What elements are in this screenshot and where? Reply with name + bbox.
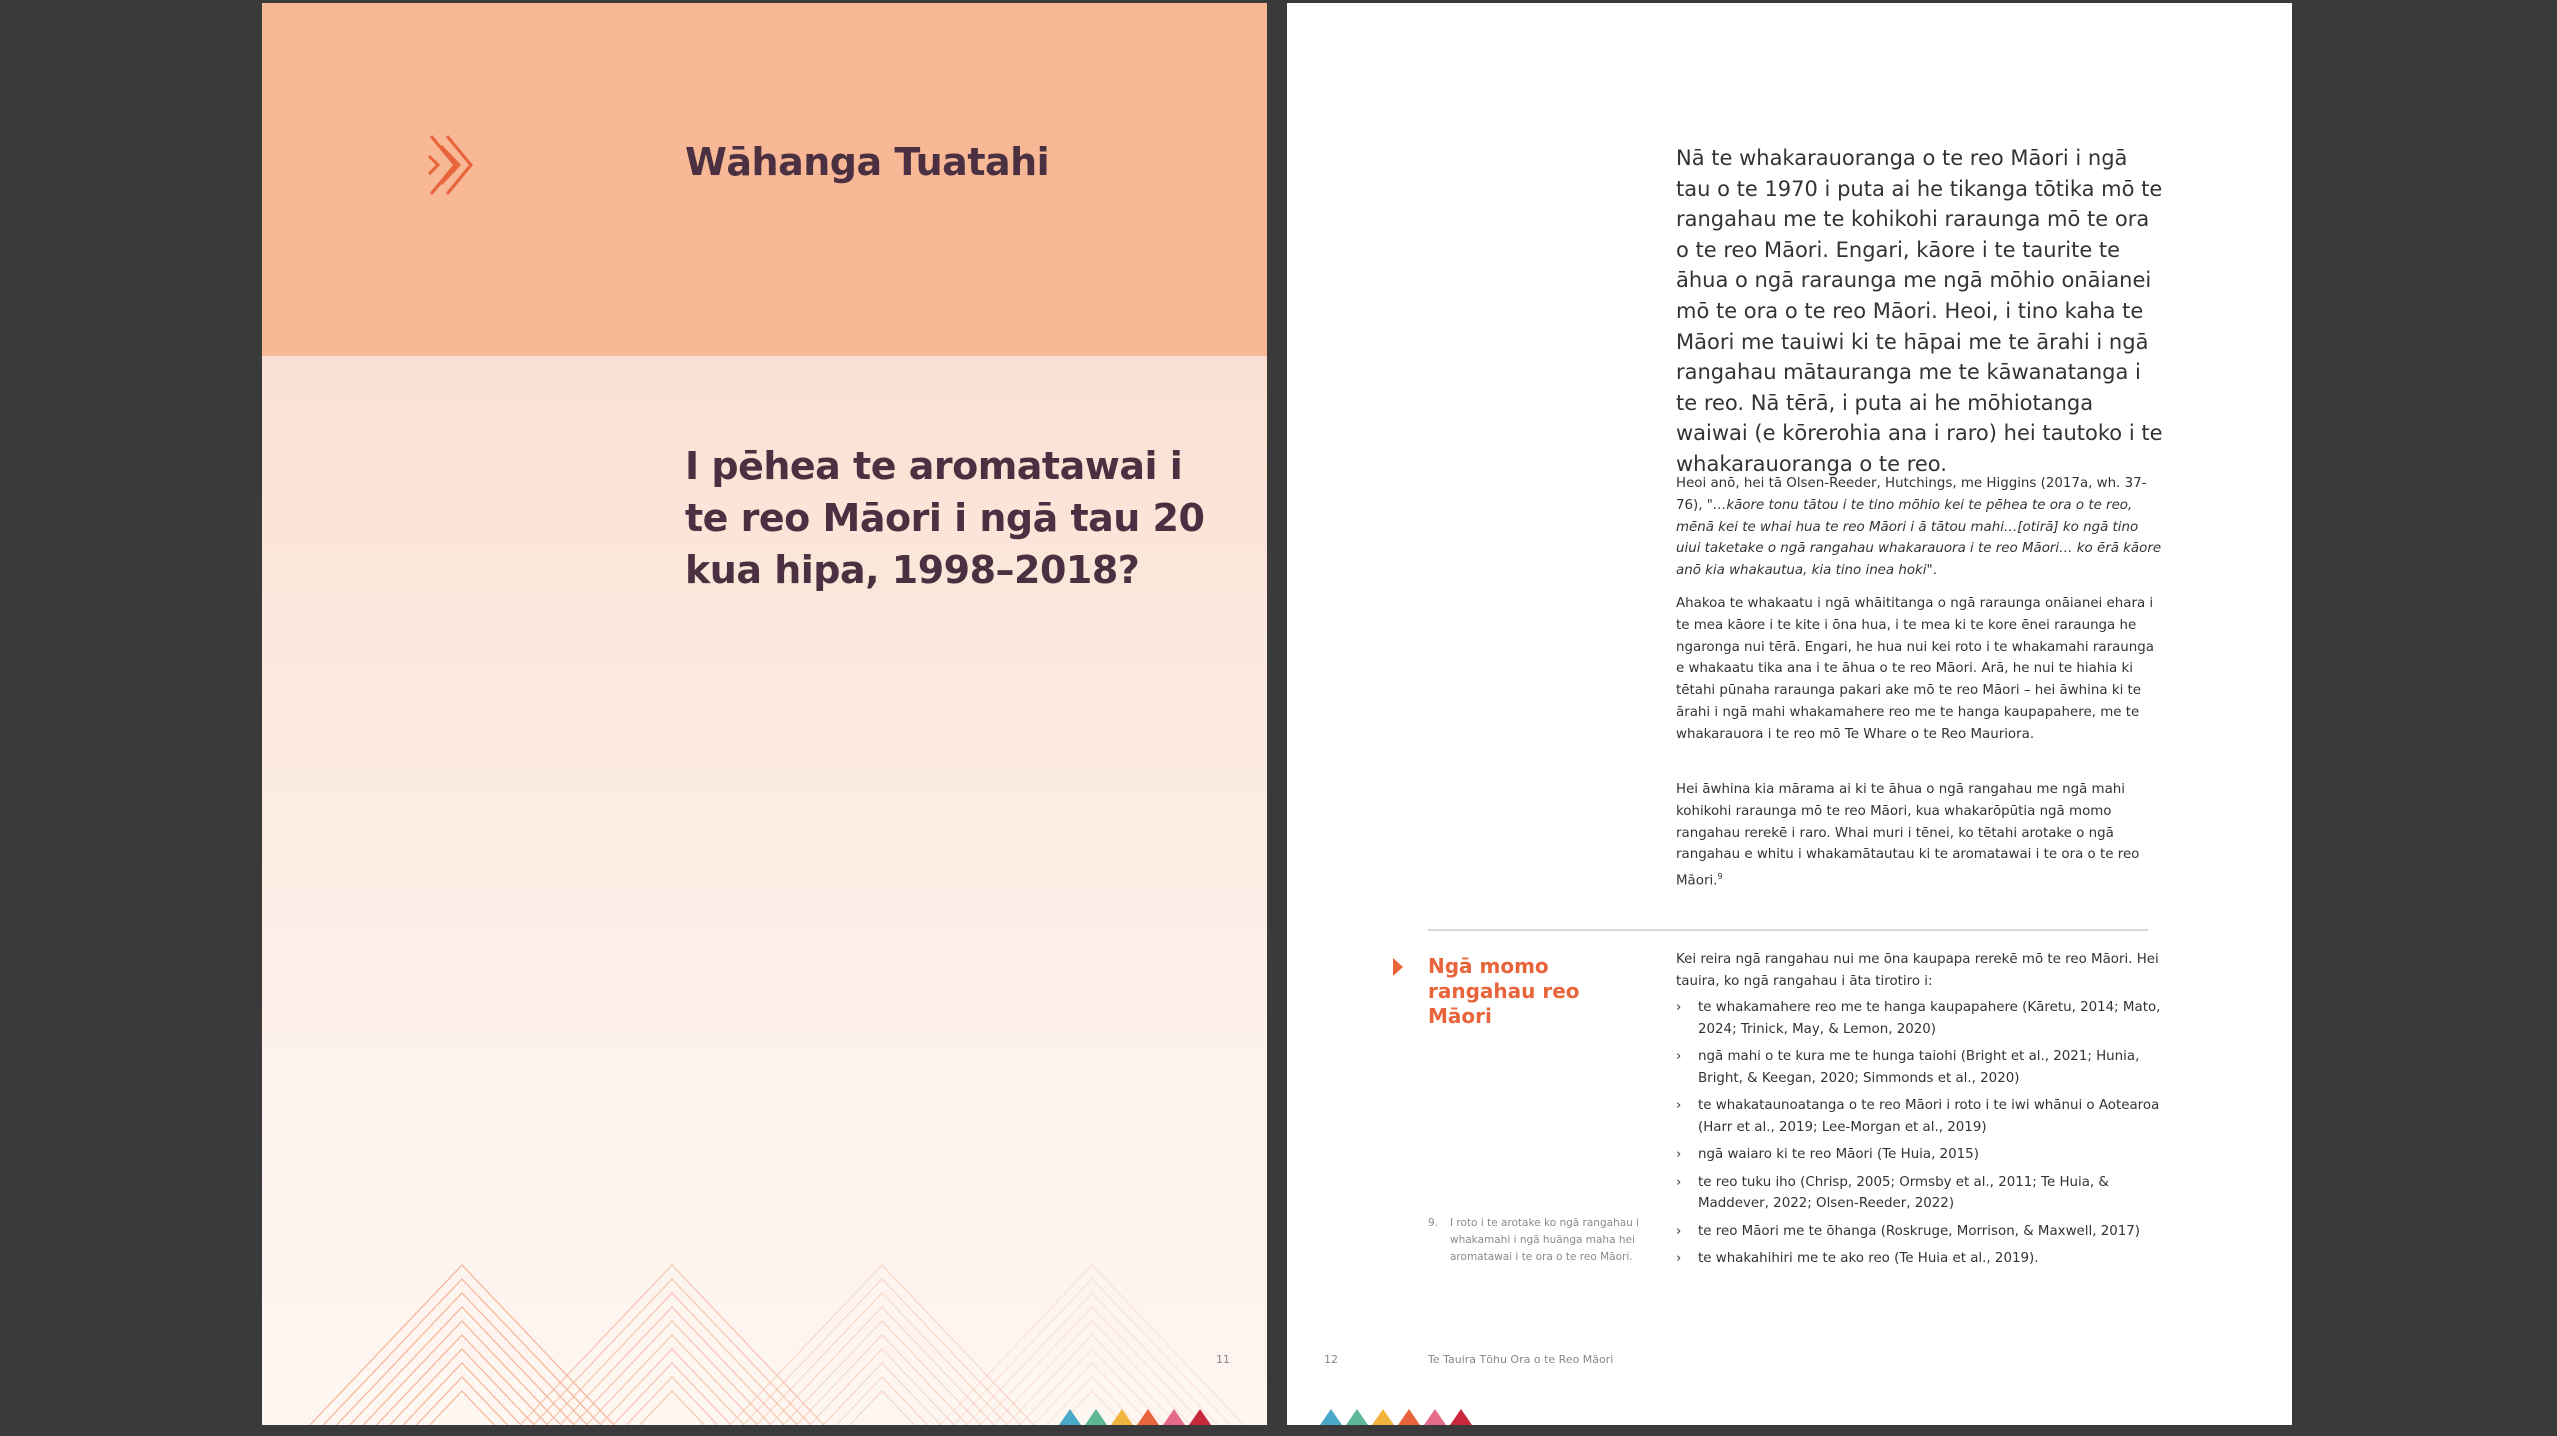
chevron-right-icon: › [1676,1049,1682,1065]
mountain-line [953,1279,1230,1425]
section-divider [1428,929,2148,931]
triangle-mark [1189,1409,1211,1425]
list-intro: Kei reira ngā rangahau nui me ōna kaupapa rerekē mō te reo Māori. Hei tauira, ko ngā rangahau i āta tirotiro i: [1676,952,2159,989]
mountain-line [626,1377,717,1425]
mountain-line [836,1377,927,1425]
mountain-line [430,1391,495,1425]
triangle-mark [1372,1409,1394,1425]
triangle-mark [1111,1409,1133,1425]
triangle-mark [1320,1409,1342,1425]
chevron-right-icon: › [1676,1174,1682,1190]
triple-chevron-icon [425,130,477,200]
list-item-text: ngā waiaro ki te reo Māori (Te Huia, 2015) [1698,1147,1979,1163]
list-item [1676,1046,2176,1090]
triangle-mark [1059,1409,1081,1425]
mountain-line [337,1293,588,1425]
caret-right-icon [1393,958,1403,976]
footnote-ref[interactable]: 9 [1717,872,1723,882]
triangle-mark [1398,1409,1420,1425]
mountain-line [850,1391,915,1425]
mountain-line [967,1293,1218,1425]
triangle-mark [1163,1409,1185,1425]
mountain-line [363,1321,561,1425]
triangle-mark [1137,1409,1159,1425]
mountain-pattern [262,1245,1267,1425]
chevron-right-icon: › [1676,1000,1682,1015]
mountain-line [940,1265,1244,1425]
mountain-line [403,1363,521,1425]
mountain-line [783,1321,981,1425]
triangle-mark [1424,1409,1446,1425]
list-item-text: te whakamahere reo me te hanga kaupapahere (Kāretu, 2014; Mato, 2024; Trinick, May, & Lemon, 2020) [1698,1000,2161,1037]
left-page [262,3,1267,1425]
list-item [1676,997,2176,1041]
right-page [1287,3,2292,1425]
quote-lead: Heoi anō, hei tā Olsen-Reeder, Hutchings, me Higgins (2017a, wh. 37-76), " [1676,476,2147,513]
mountain-line [323,1279,600,1425]
chevron-right-icon: › [1676,1147,1682,1163]
page-number: 11 [1216,1353,1230,1366]
list-item-text: te whakahihiri me te ako reo (Te Huia et al., 2019). [1698,1250,2039,1266]
section-heading: Ngā momo rangahau reo Māori [1428,954,1580,1028]
body-paragraph-text: Hei āwhina kia mārama ai ki te āhua o ngā rangahau me ngā mahi kohikohi raraunga mō te reo Māori, kua whakarōpūtia ngā momo rangahau rerekē i raro. Whai muri i tēnei, ko tētahi arotake o ngā rangahau e whitu i whakamātautau ki te aromatawai i te ora o te reo Māori. [1676,782,2140,889]
chevron-right-icon: › [1676,1250,1682,1266]
research-list [1676,997,2176,1275]
footnote-text: I roto i te arotake ko ngā rangahau i whakamahi i ngā huānga maha hei aromatawai i te ora o te reo Māori. [1450,1217,1640,1263]
mountain-line [743,1279,1020,1425]
triangle-strip [1320,1409,1472,1425]
page-number: 12 [1324,1353,1338,1366]
body-paragraph: Ahakoa te whakaatu i ngā whāititanga o ngā raraunga onāianei ehara i te mea kāore i te kite i ōna hua, i te mea ki te kore ēnei raraunga he ngaronga nui tērā. Engari, he hua nui kei roto i te whakamahi raraunga e whakaatu tika ana i te āhua o te reo Māori. Arā, he nui te hiahia ki tētahi pūnaha raraunga pakari ake mō te reo Māori – hei āwhina ki te ārahi i ngā mahi whakamahere reo me te hanga kaupapahere, me te whakarauora i te reo mō Te Whare o te Reo Mauriora. [1676,596,2154,742]
mountain-line [770,1307,994,1425]
mountain-line [310,1265,614,1425]
mountain-line [350,1307,574,1425]
list-item [1676,1144,2176,1166]
mountain-line [757,1293,1008,1425]
quote-text: …kāore tonu tātou i te tino mōhio kei te pēhea te ora o te reo, mēnā kei te whai hua te reo Māori i ā tātou mahi…[otirā] ko ngā tino uiui taketake o ngā rangahau whakarauora i te reo Māori… ko ērā kāore anō kia whakautua, kia tino inea hoki [1676,497,2162,579]
quote-paragraph [1676,473,2166,582]
list-item [1676,1095,2176,1139]
mountain-line [560,1307,784,1425]
list-item-text: ngā mahi o te kura me te hunga taiohi (Bright et al., 2021; Hunia, Bright, & Keegan, 2020; Simmonds et al., 2020) [1698,1049,2140,1086]
chapter-title: Wāhanga Tuatahi [685,140,1050,184]
mountain-line [547,1293,798,1425]
mountain-line [730,1265,1034,1425]
triangle-mark [1450,1409,1472,1425]
triangle-mark [1085,1409,1107,1425]
running-title: Te Tauira Tōhu Ora o te Reo Māori [1428,1353,1614,1366]
list-item [1676,1172,2176,1216]
mountain-line [533,1279,810,1425]
list-item-text: te whakataunoatanga o te reo Māori i roto i te iwi whānui o Aotearoa (Harr et al., 2019; Lee-Morgan et al., 2019) [1698,1098,2160,1135]
mountain-line [640,1391,705,1425]
mountain-line [416,1377,507,1425]
footnote [1428,1215,1668,1266]
chevron-right-icon: › [1676,1098,1682,1114]
mountain-line [823,1363,941,1425]
body-paragraph [1676,779,2166,892]
chapter-question: I pēhea te aromatawai i te reo Māori i ngā tau 20 kua hipa, 1998–2018? [685,444,1205,592]
chevron-right-icon: › [1676,1223,1682,1239]
intro-paragraph: Nā te whakarauoranga o te reo Māori i ngā tau o te 1970 i puta ai he tikanga tōtika mō te rangahau me te kohikohi raraunga mō te ora o te reo Māori. Engari, kāore i te taurite te āhua o ngā raraunga me ngā mōhio onāianei mō te ora o te reo Māori. Heoi, i tino kaha te Māori me tauiwi ki te hāpai me te ārahi i ngā rangahau mātauranga me te kāwanatanga i te reo. Nā tērā, i puta ai he mōhiotanga waiwai (e kōrerohia ana i raro) hei tautoko i te whakarauoranga o te reo. [1676,146,2163,476]
triangle-mark [1346,1409,1368,1425]
list-item-text: te reo tuku iho (Chrisp, 2005; Ormsby et al., 2011; Te Huia, & Maddever, 2022; Olsen-Reeder, 2022) [1698,1174,2109,1212]
list-item [1676,1221,2176,1243]
list-item-text: te reo Māori me te ōhanga (Roskruge, Morrison, & Maxwell, 2017) [1698,1223,2141,1239]
quote-tail: ". [1926,563,1937,579]
triangle-strip [1059,1409,1211,1425]
mountain-line [520,1265,824,1425]
list-item [1676,1248,2176,1270]
mountain-line [573,1321,771,1425]
mountain-line [980,1307,1204,1425]
footnote-number: 9. [1428,1217,1439,1229]
mountain-line [613,1363,731,1425]
